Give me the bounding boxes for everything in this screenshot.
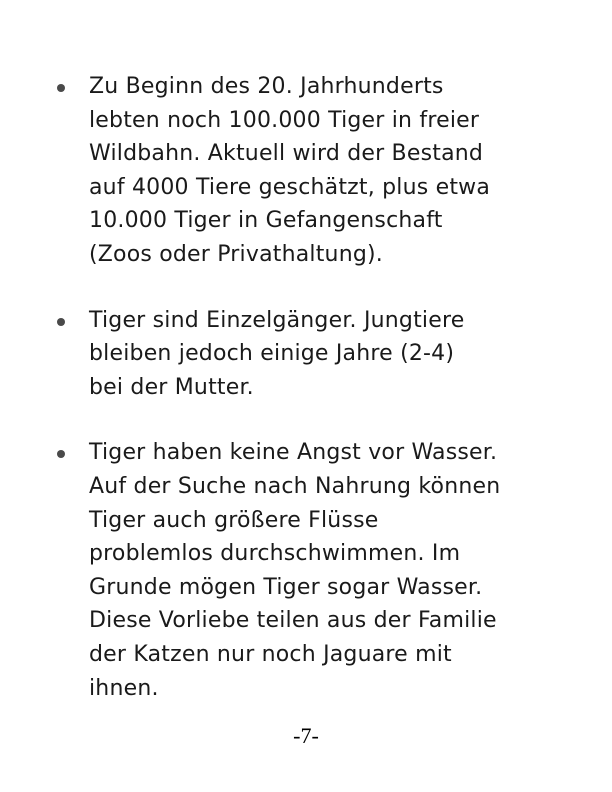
- bullet-dot-icon: [57, 318, 65, 326]
- list-item: [0, 70, 612, 272]
- bullet-dot-icon: [57, 450, 65, 458]
- list-item: [0, 436, 612, 705]
- page-number: -7-: [293, 723, 319, 748]
- bullet-text: Tiger sind Einzelgänger. Jungtiere bleiben jedoch einige Jahre (2-4) bei der Mutter.: [89, 307, 465, 400]
- bullet-text: Tiger haben keine Angst vor Wasser. Auf der Suche nach Nahrung können Tiger auch größere Flüsse problemlos durchschwimmen. Im Grunde mögen Tiger sogar Wasser. Diese Vorliebe teilen aus der Familie der Katzen nur noch Jaguare mit ihnen.: [89, 440, 501, 701]
- bullet-list: [0, 70, 612, 737]
- bullet-dot-icon: [57, 84, 65, 92]
- bullet-text: Zu Beginn des 20. Jahrhunderts lebten noch 100.000 Tiger in freier Wildbahn. Aktuell wird der Bestand auf 4000 Tiere geschätzt, plus etwa 10.000 Tiger in Gefangenschaft (Zoos oder Privathaltung).: [89, 74, 491, 267]
- list-item: [0, 304, 612, 405]
